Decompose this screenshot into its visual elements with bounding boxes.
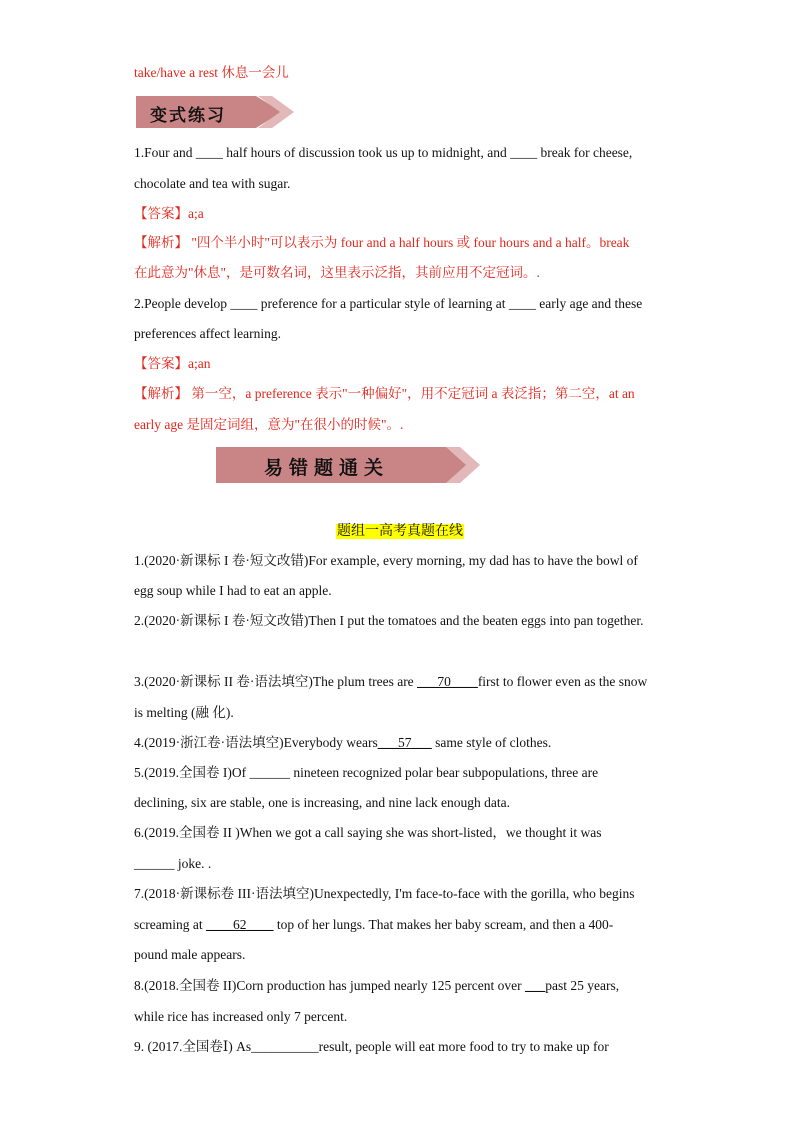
blank-62: ____62____ <box>205 917 274 932</box>
errors-banner <box>214 444 482 486</box>
item-5-line2: declining, six are stable, one is increasing, and nine lack enough data. <box>134 795 511 810</box>
item-8-line2: while rice has increased only 7 percent. <box>134 1009 348 1024</box>
item-6-line2: ______ joke. . <box>134 856 212 871</box>
practice-banner-label: 变式练习 <box>150 106 226 126</box>
item-7-line1: 7.(2018·新课标卷 III·语法填空)Unexpectedly, I'm face-to-face with the gorilla, who begins <box>134 886 635 901</box>
q2-line2: preferences affect learning. <box>134 326 282 341</box>
q1-analysis-1: 【解析】 "四个半小时"可以表示为 four and a half hours 或 four hours and a half。break <box>134 235 630 250</box>
q2-analysis-1: 【解析】 第一空，a preference 表示"一种偏好"，用不定冠词 a 表泛指；第二空，at an <box>134 386 635 401</box>
errors-banner-label: 易错题通关 <box>264 457 390 479</box>
q2-answer: 【答案】a;an <box>134 356 211 371</box>
item-1-line2: egg soup while I had to eat an apple. <box>134 583 332 598</box>
item-5-line1: 5.(2019.全国卷 I)Of ______ nineteen recognized polar bear subpopulations, three are <box>134 765 599 780</box>
blank-57: ___57___ <box>377 735 432 750</box>
blank-past: ___ <box>525 978 546 993</box>
item-9-line1: 9. (2017.全国卷Ⅰ) As__________result, people will eat more food to try to make up for <box>134 1039 609 1054</box>
item-7-line3: pound male appears. <box>134 947 246 962</box>
q1-answer: 【答案】a;a <box>134 206 204 221</box>
q1-line1: 1.Four and ____ half hours of discussion took us up to midnight, and ____ break for cheese, <box>134 145 633 160</box>
item-3-line1: 3.(2020·新课标 II 卷·语法填空)The plum trees are ___70____first to flower even as the snow <box>134 674 648 689</box>
group-title: 题组一高考真题在线 <box>337 524 463 539</box>
q2-line1: 2.People develop ____ preference for a particular style of learning at ____ early age and these <box>134 296 643 311</box>
q1-line2: chocolate and tea with sugar. <box>134 176 291 191</box>
item-6-line1: 6.(2019.全国卷 II )When we got a call saying she was short-listed，we thought it was <box>134 825 602 840</box>
item-4: 4.(2019·浙江卷·语法填空)Everybody wears___57___ same style of clothes. <box>134 735 552 750</box>
item-3-line2: is melting (融 化). <box>134 705 234 720</box>
item-7-line2: screaming at ____62____ top of her lungs. That makes her baby scream, and then a 400- <box>134 917 614 932</box>
item-2-line1: 2.(2020·新课标 I 卷·短文改错)Then I put the tomatoes and the beaten eggs into pan together. <box>134 613 644 628</box>
item-1-line1: 1.(2020·新课标 I 卷·短文改错)For example, every morning, my dad has to have the bowl of <box>134 553 638 568</box>
intro-line: take/have a rest 休息一会儿 <box>134 65 289 80</box>
q2-analysis-2: early age 是固定词组，意为"在很小的时候"。. <box>134 417 404 432</box>
blank-70: ___70____ <box>417 674 478 689</box>
item-8-line1: 8.(2018.全国卷 II)Corn production has jumped nearly 125 percent over ___past 25 years, <box>134 978 620 993</box>
q1-analysis-2: 在此意为"休息"，是可数名词，这里表示泛指，其前应用不定冠词。. <box>134 265 540 280</box>
practice-banner <box>134 93 294 131</box>
